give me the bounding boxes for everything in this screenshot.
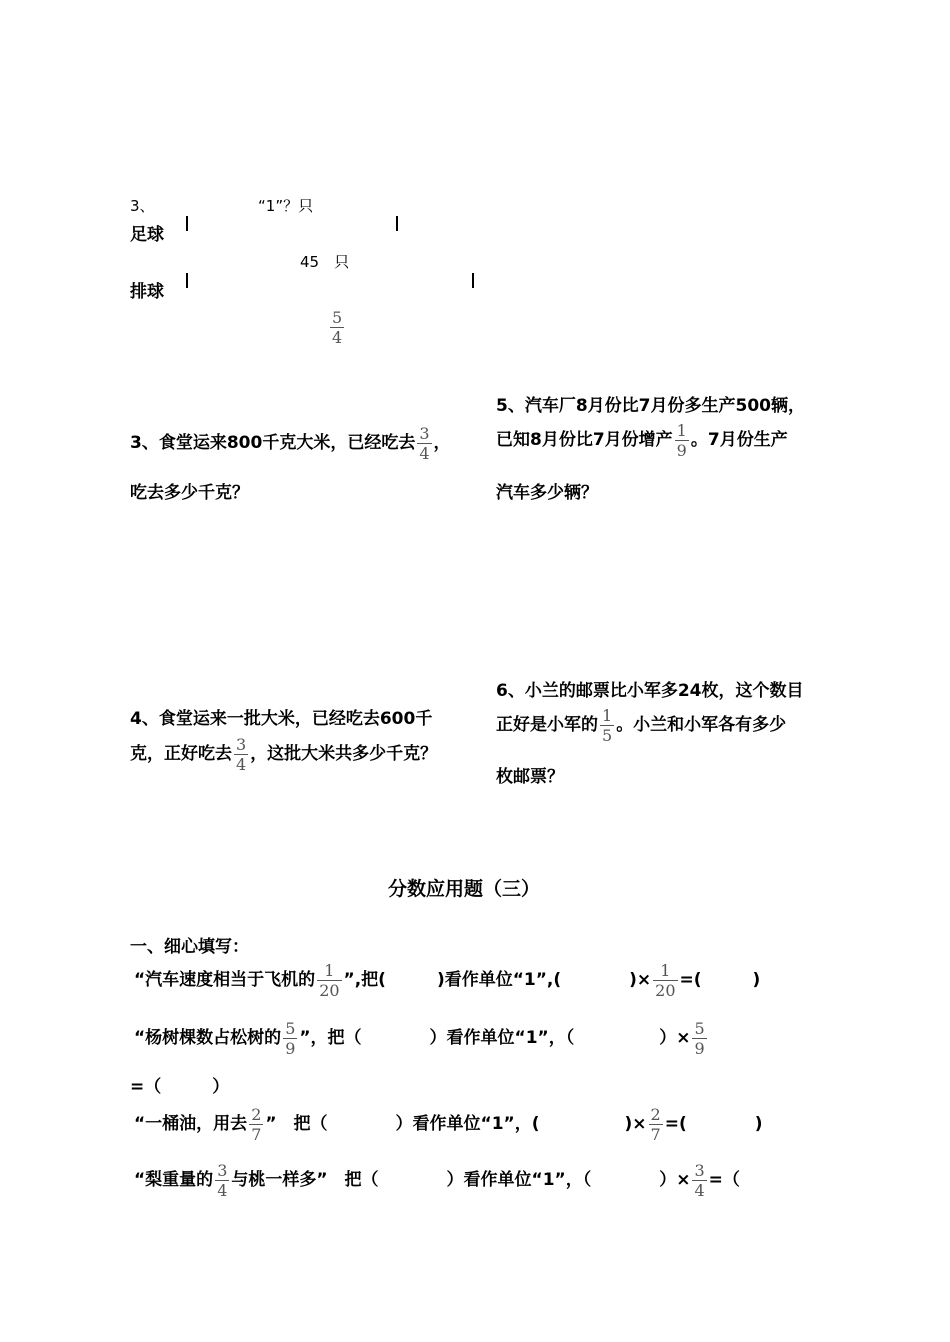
problem-4-line1: 4、食堂运来一批大米，已经吃去600千 xyxy=(130,709,433,729)
fill-item-1-fraction: $\frac{1}{20}$ xyxy=(319,960,340,1000)
problem-3-fraction: $\frac{3}{4}$ xyxy=(419,423,430,463)
fill-item-3: “一桶油，用去 $\frac{2}{7}$ ” 把（ ）看作单位“1”，( )× $\frac{2}{7}$ =( ) xyxy=(134,1104,763,1144)
problem-6-line1: 6、小兰的邮票比小军多24枚，这个数目 xyxy=(496,681,804,701)
problem-6-fraction: $\frac{1}{5}$ xyxy=(602,705,613,745)
fill-item-2-line2: =（ ） xyxy=(130,1077,230,1097)
problem-3-line1: 3、食堂运来800千克大米，已经吃去 $\frac{3}{4}$ ， xyxy=(130,423,451,463)
fill-item-4: “梨重量的 $\frac{3}{4}$ 与桃一样多” 把（ ）看作单位“1”，（ ）× $\frac{3}{4}$ =（ xyxy=(134,1160,740,1200)
volleyball-bar-end-tick xyxy=(472,273,474,288)
problem-6-line3: 枚邮票？ xyxy=(496,767,564,787)
football-bar-end-tick xyxy=(396,216,398,231)
fill-item-1: “汽车速度相当于飞机的 $\frac{1}{20}$ ”,把( )看作单位“1”,( )× $\frac{1}{20}$ =( ) xyxy=(134,960,761,1000)
problem-6-line2: 正好是小军的 $\frac{1}{5}$ 。小兰和小军各有多少 xyxy=(496,705,787,745)
fill-item-2: “杨树棵数占松树的 $\frac{5}{9}$ ”，把（ ）看作单位“1”，（ ）× $\frac{5}{9}$ xyxy=(134,1018,705,1058)
diagram-number: 3、 xyxy=(130,197,155,215)
football-label: 足球 xyxy=(130,225,164,245)
fill-item-2-fraction: $\frac{5}{9}$ xyxy=(285,1018,296,1058)
problem-4-fraction: $\frac{3}{4}$ xyxy=(236,734,247,774)
problem-5-line3: 汽车多少辆？ xyxy=(496,483,598,503)
diagram-fraction: $\frac{5}{4}$ xyxy=(332,308,343,347)
problem-3-line2: 吃去多少千克？ xyxy=(130,483,249,503)
fill-item-4-fraction-2: $\frac{3}{4}$ xyxy=(694,1160,705,1200)
volleyball-bar-start-tick xyxy=(186,273,188,288)
fill-item-4-fraction: $\frac{3}{4}$ xyxy=(217,1160,228,1200)
diagram-top-label: “1”？只 xyxy=(258,197,314,215)
fill-item-1-fraction-2: $\frac{1}{20}$ xyxy=(655,960,676,1000)
football-bar-start-tick xyxy=(186,216,188,231)
problem-4-line2: 克，正好吃去 $\frac{3}{4}$ ，这批大米共多少千克？ xyxy=(130,734,438,774)
fill-item-3-fraction: $\frac{2}{7}$ xyxy=(251,1104,262,1144)
fill-section-heading: 一、细心填写： xyxy=(130,937,249,957)
volleyball-label: 排球 xyxy=(130,282,164,302)
fill-item-2-fraction-2: $\frac{5}{9}$ xyxy=(694,1018,705,1058)
fill-item-3-fraction-2: $\frac{2}{7}$ xyxy=(650,1104,661,1144)
problem-5-line2: 已知8月份比7月份增产 $\frac{1}{9}$ 。7月份生产 xyxy=(496,420,788,460)
section-title: 分数应用题（三） xyxy=(388,878,541,900)
problem-5-line1: 5、汽车厂8月份比7月份多生产500辆， xyxy=(496,396,805,416)
problem-5-fraction: $\frac{1}{9}$ xyxy=(676,420,687,460)
diagram-mid-label: 45 只 xyxy=(300,253,350,271)
